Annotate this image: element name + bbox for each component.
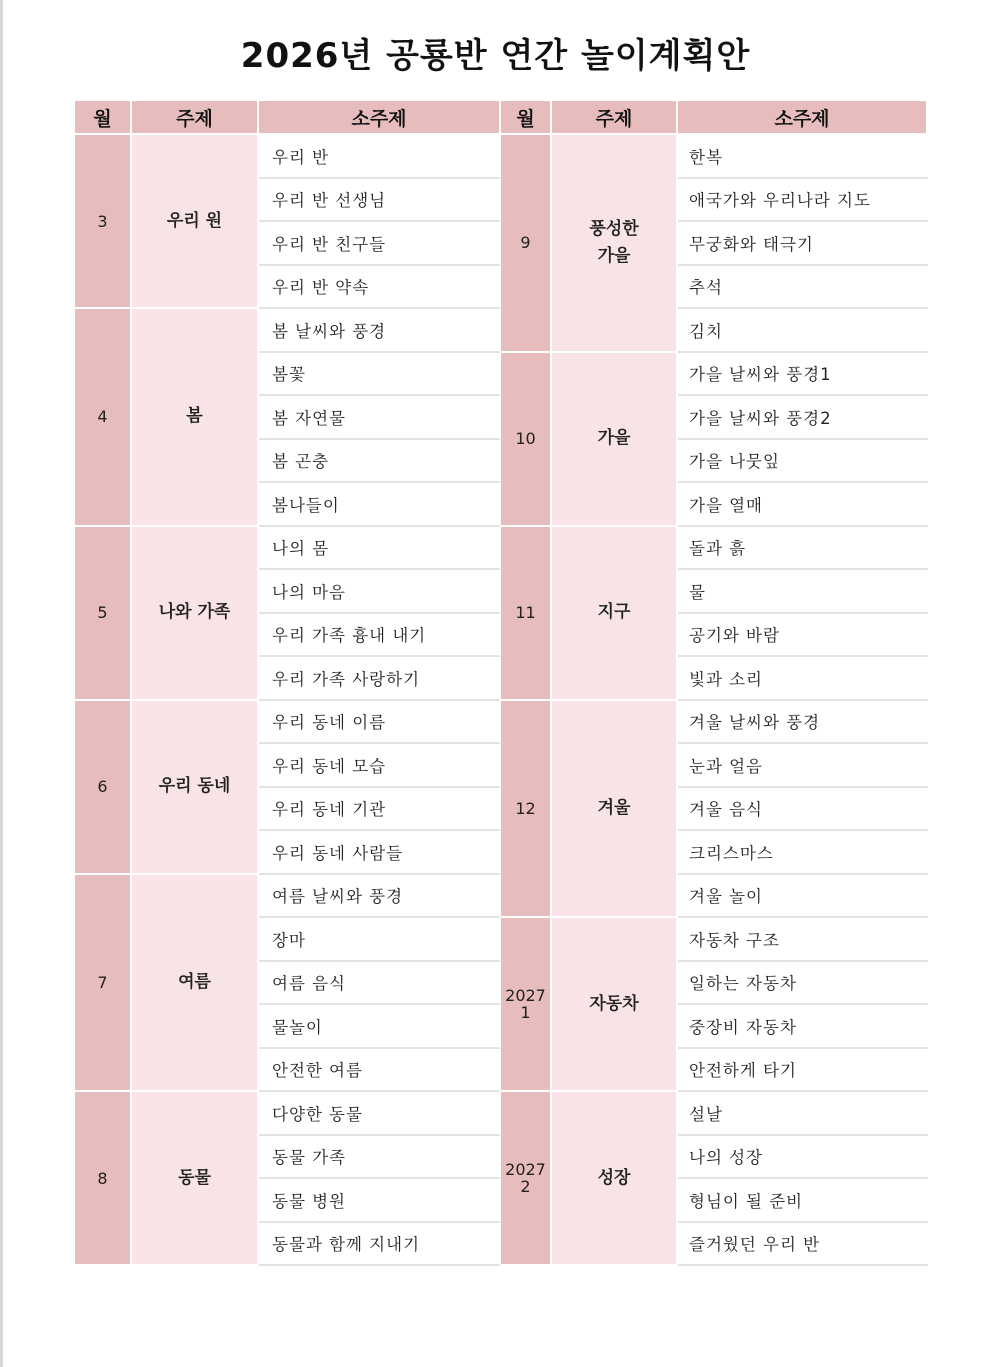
table-row [75,701,928,745]
month-cell: 6 [75,701,132,875]
subtheme-cell: 봄꽃 [259,353,501,397]
subtheme-cell: 우리 가족 사랑하기 [259,657,501,701]
month-line: 1 [520,1003,531,1022]
theme-cell: 우리 동네 [132,701,259,875]
theme-cell [552,1092,678,1266]
subtheme-cell: 우리 반 친구들 [259,222,501,266]
theme-cell [552,918,678,1092]
subtheme-cell: 가을 나뭇잎 [678,440,928,484]
theme-cell [552,135,678,353]
subtheme-cell: 봄 날씨와 풍경 [259,309,501,353]
theme-header: 주제 [552,101,678,135]
subtheme-cell: 우리 동네 이름 [259,701,501,745]
theme-cell: 봄 [132,309,259,527]
month-line: 2027 [505,986,546,1005]
month-line: 9 [520,233,531,253]
subtheme-cell: 물놀이 [259,1005,501,1049]
subtheme-cell: 형님이 될 준비 [678,1179,928,1223]
theme-cell: 동물 [132,1092,259,1266]
subtheme-cell: 안전한 여름 [259,1049,501,1093]
page-title: 2026년 공룡반 연간 놀이계획안 [240,36,751,76]
subtheme-cell: 우리 반 [259,135,501,179]
theme-cell [552,353,678,527]
theme-cell [552,527,678,701]
month-line: 10 [515,429,536,448]
subtheme-cell: 일하는 자동차 [678,962,928,1006]
subtheme-cell: 다양한 동물 [259,1092,501,1136]
subtheme-cell: 애국가와 우리나라 지도 [678,179,928,223]
month-header: 월 [501,101,552,135]
subtheme-cell: 가을 날씨와 풍경2 [678,396,928,440]
subtheme-cell: 한복 [678,135,928,179]
month-cell: 3 [75,135,132,309]
page-edge [0,0,3,1367]
subtheme-header: 소주제 [678,101,928,135]
subtheme-cell: 물 [678,570,928,614]
subtheme-cell: 나의 몸 [259,527,501,571]
subtheme-cell: 여름 날씨와 풍경 [259,875,501,919]
subtheme-cell: 우리 반 약속 [259,266,501,310]
subtheme-cell: 추석 [678,266,928,310]
subtheme-cell: 동물 병원 [259,1179,501,1223]
subtheme-cell: 우리 동네 모습 [259,744,501,788]
theme-line: 풍성한 [589,218,639,239]
theme-cell: 나와 가족 [132,527,259,701]
subtheme-cell: 자동차 구조 [678,918,928,962]
subtheme-cell: 눈과 얼음 [678,744,928,788]
subtheme-cell: 김치 [678,309,928,353]
month-cell [501,1092,552,1266]
subtheme-cell: 안전하게 타기 [678,1049,928,1093]
month-cell: 4 [75,309,132,527]
annual-plan-table [75,101,928,1266]
month-cell [501,701,552,919]
month-cell [501,353,552,527]
month-line: 11 [515,603,536,622]
subtheme-cell: 돌과 흙 [678,527,928,571]
subtheme-cell: 가을 열매 [678,483,928,527]
table-row [75,135,928,179]
theme-cell: 여름 [132,875,259,1093]
theme-line: 지구 [597,602,631,622]
subtheme-cell: 빛과 소리 [678,657,928,701]
theme-line: 성장 [597,1167,631,1188]
theme-line: 가을 [597,428,631,448]
theme-line: 겨울 [597,797,631,818]
subtheme-cell: 가을 날씨와 풍경1 [678,353,928,397]
theme-cell: 우리 원 [132,135,259,309]
theme-cell [552,701,678,919]
month-cell [501,135,552,353]
subtheme-cell: 장마 [259,918,501,962]
subtheme-cell: 봄나들이 [259,483,501,527]
month-line: 2027 [505,1160,546,1179]
month-cell: 5 [75,527,132,701]
subtheme-cell: 나의 성장 [678,1136,928,1180]
subtheme-cell: 무궁화와 태극기 [678,222,928,266]
month-line: 2 [520,1177,531,1196]
month-cell [501,918,552,1092]
month-cell [501,527,552,701]
month-cell: 8 [75,1092,132,1266]
table-row [75,527,928,571]
subtheme-header: 소주제 [259,101,501,135]
subtheme-cell: 우리 동네 사람들 [259,831,501,875]
theme-header: 주제 [132,101,259,135]
subtheme-cell: 겨울 날씨와 풍경 [678,701,928,745]
header-row [75,101,928,135]
subtheme-cell: 공기와 바람 [678,614,928,658]
subtheme-cell: 봄 자연물 [259,396,501,440]
theme-line: 가을 [597,245,631,266]
month-cell: 7 [75,875,132,1093]
subtheme-cell: 동물과 함께 지내기 [259,1223,501,1267]
subtheme-cell: 우리 반 선생님 [259,179,501,223]
subtheme-cell: 겨울 음식 [678,788,928,832]
subtheme-cell: 나의 마음 [259,570,501,614]
month-header: 월 [75,101,132,135]
subtheme-cell: 우리 동네 기관 [259,788,501,832]
subtheme-cell: 동물 가족 [259,1136,501,1180]
table-row [75,1092,928,1136]
subtheme-cell: 우리 가족 흉내 내기 [259,614,501,658]
subtheme-cell: 여름 음식 [259,962,501,1006]
subtheme-cell: 즐거웠던 우리 반 [678,1223,928,1267]
subtheme-cell: 크리스마스 [678,831,928,875]
subtheme-cell: 중장비 자동차 [678,1005,928,1049]
subtheme-cell: 겨울 놀이 [678,875,928,919]
theme-line: 자동차 [589,993,639,1014]
month-line: 12 [515,798,536,818]
subtheme-cell: 봄 곤충 [259,440,501,484]
subtheme-cell: 설날 [678,1092,928,1136]
